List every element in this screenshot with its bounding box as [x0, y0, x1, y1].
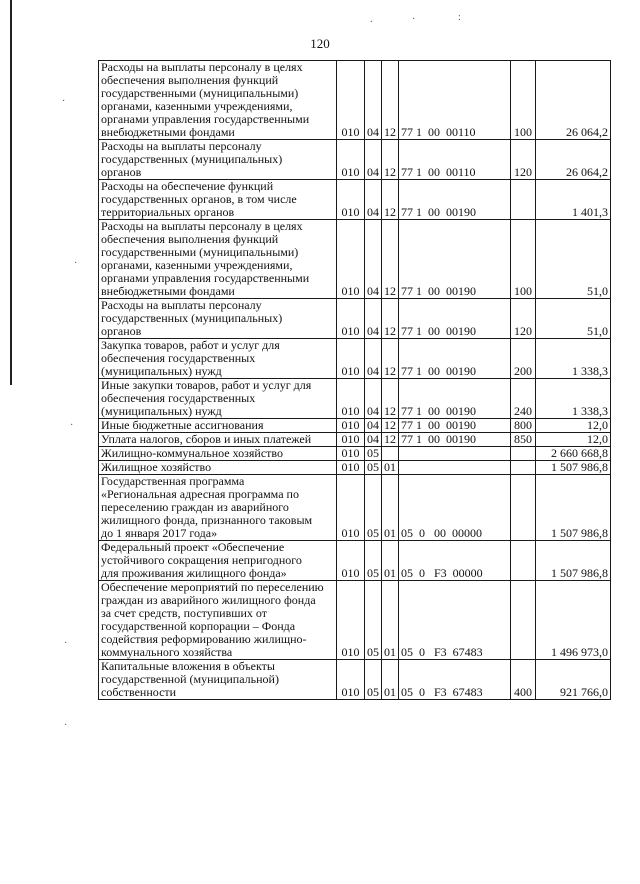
cell-ved-code: 010	[337, 140, 365, 180]
cell-target-article-code: 05 0 F3 67483	[399, 581, 511, 660]
row-name	[99, 475, 337, 541]
cell-target-article-code	[399, 447, 511, 461]
cell-subsection-code: 12	[382, 339, 399, 379]
cell-ved-code: 010	[337, 220, 365, 299]
scan-speck: ·	[64, 638, 68, 649]
cell-section-code: 05	[365, 461, 382, 475]
table-row	[99, 433, 611, 447]
row-name	[99, 419, 337, 433]
row-name	[99, 433, 337, 447]
row-name-text: Государственная программа «Региональная адресная программа по переселению граждан из аварийного жилищного фонда, признанного таковым до 1 января 2017 года»	[101, 474, 313, 540]
cell-ved-code: 010	[337, 61, 365, 140]
cell-ved-code: 010	[337, 299, 365, 339]
cell-expense-type-code: 120	[511, 140, 536, 180]
cell-target-article-code: 77 1 00 00190	[399, 220, 511, 299]
row-name-text: Закупка товаров, работ и услуг для обеспечения государственных (муниципальных) нужд	[101, 338, 280, 378]
cell-section-code: 04	[365, 433, 382, 447]
cell-amount: 1 401,3	[536, 180, 611, 220]
cell-section-code: 04	[365, 140, 382, 180]
scan-speck: ·	[74, 258, 78, 269]
cell-amount: 12,0	[536, 419, 611, 433]
scan-speck: ·	[64, 720, 68, 731]
cell-section-code: 04	[365, 299, 382, 339]
row-name-text: Иные закупки товаров, работ и услуг для обеспечения государственных (муниципальных) нужд	[101, 378, 312, 418]
cell-ved-code: 010	[337, 447, 365, 461]
row-name-text: Уплата налогов, сборов и иных платежей	[101, 432, 312, 446]
cell-expense-type-code	[511, 180, 536, 220]
cell-expense-type-code	[511, 447, 536, 461]
table-row	[99, 419, 611, 433]
cell-amount: 1 507 986,8	[536, 541, 611, 581]
cell-expense-type-code	[511, 461, 536, 475]
cell-target-article-code	[399, 461, 511, 475]
cell-subsection-code: 01	[382, 475, 399, 541]
cell-subsection-code: 12	[382, 299, 399, 339]
cell-ved-code: 010	[337, 433, 365, 447]
row-name	[99, 379, 337, 419]
scan-speck: ·	[412, 14, 416, 25]
cell-expense-type-code: 400	[511, 660, 536, 700]
cell-subsection-code: 01	[382, 541, 399, 581]
table-row	[99, 299, 611, 339]
cell-subsection-code: 12	[382, 419, 399, 433]
cell-subsection-code: 01	[382, 461, 399, 475]
cell-subsection-code: 12	[382, 220, 399, 299]
scan-speck: ·	[70, 420, 74, 431]
table-row	[99, 475, 611, 541]
row-name-text: Расходы на обеспечение функций государственных органов, в том числе территориальных органов	[101, 179, 297, 219]
cell-section-code: 05	[365, 475, 382, 541]
scan-speck: ·	[62, 96, 66, 107]
cell-amount: 1 507 986,8	[536, 475, 611, 541]
cell-ved-code: 010	[337, 461, 365, 475]
binder-margin-line	[10, 0, 12, 385]
table-row	[99, 379, 611, 419]
cell-amount: 2 660 668,8	[536, 447, 611, 461]
cell-target-article-code: 77 1 00 00190	[399, 180, 511, 220]
table-row	[99, 660, 611, 700]
cell-expense-type-code: 120	[511, 299, 536, 339]
table-row	[99, 461, 611, 475]
row-name-text: Расходы на выплаты персоналу в целях обеспечения выполнения функций государственными (муниципальными) органами, казенными учреждениями, органами управления государственными внебюджетными фондами	[101, 60, 310, 139]
cell-subsection-code	[382, 447, 399, 461]
cell-target-article-code: 77 1 00 00110	[399, 61, 511, 140]
row-name	[99, 61, 337, 140]
cell-section-code: 04	[365, 379, 382, 419]
page-number: 120	[310, 36, 330, 51]
cell-subsection-code: 01	[382, 660, 399, 700]
row-name-text: Жилищное хозяйство	[101, 460, 212, 474]
cell-ved-code: 010	[337, 419, 365, 433]
table-row	[99, 447, 611, 461]
cell-amount: 1 338,3	[536, 379, 611, 419]
table-row	[99, 140, 611, 180]
cell-ved-code: 010	[337, 541, 365, 581]
row-name	[99, 447, 337, 461]
row-name	[99, 660, 337, 700]
cell-ved-code: 010	[337, 379, 365, 419]
cell-amount: 1 507 986,8	[536, 461, 611, 475]
cell-subsection-code: 12	[382, 433, 399, 447]
row-name-text: Расходы на выплаты персоналу государственных (муниципальных) органов	[101, 139, 283, 179]
row-name-text: Обеспечение мероприятий по переселению граждан из аварийного жилищного фонда за счет средств, поступивших от государственной корпорации – Фонда содействия реформированию жилищно- коммунального хозяйства	[101, 580, 324, 659]
table-row	[99, 180, 611, 220]
cell-amount: 1 338,3	[536, 339, 611, 379]
row-name-text: Иные бюджетные ассигнования	[101, 418, 264, 432]
table-row	[99, 581, 611, 660]
row-name	[99, 541, 337, 581]
cell-target-article-code: 77 1 00 00190	[399, 299, 511, 339]
row-name	[99, 180, 337, 220]
cell-expense-type-code: 100	[511, 61, 536, 140]
cell-subsection-code: 12	[382, 180, 399, 220]
cell-section-code: 04	[365, 180, 382, 220]
table-row	[99, 220, 611, 299]
table-row	[99, 61, 611, 140]
cell-section-code: 04	[365, 339, 382, 379]
cell-amount: 26 064,2	[536, 140, 611, 180]
cell-target-article-code: 77 1 00 00190	[399, 379, 511, 419]
cell-target-article-code: 05 0 00 00000	[399, 475, 511, 541]
cell-expense-type-code: 850	[511, 433, 536, 447]
cell-subsection-code: 12	[382, 379, 399, 419]
scan-speck: .	[370, 14, 373, 25]
budget-table	[98, 60, 611, 700]
cell-ved-code: 010	[337, 475, 365, 541]
cell-amount: 921 766,0	[536, 660, 611, 700]
row-name-text: Расходы на выплаты персоналу в целях обеспечения выполнения функций государственными (муниципальными) органами, казенными учреждениями, органами управления государственными внебюджетными фондами	[101, 219, 310, 298]
cell-section-code: 04	[365, 419, 382, 433]
table-row	[99, 541, 611, 581]
row-name	[99, 581, 337, 660]
cell-amount: 26 064,2	[536, 61, 611, 140]
cell-amount: 51,0	[536, 299, 611, 339]
cell-subsection-code: 01	[382, 581, 399, 660]
cell-expense-type-code	[511, 475, 536, 541]
cell-ved-code: 010	[337, 180, 365, 220]
row-name	[99, 299, 337, 339]
cell-section-code: 05	[365, 581, 382, 660]
cell-expense-type-code: 800	[511, 419, 536, 433]
cell-amount: 12,0	[536, 433, 611, 447]
cell-expense-type-code: 240	[511, 379, 536, 419]
row-name-text: Жилищно-коммунальное хозяйство	[101, 446, 284, 460]
cell-target-article-code: 05 0 F3 00000	[399, 541, 511, 581]
cell-expense-type-code	[511, 541, 536, 581]
cell-section-code: 05	[365, 447, 382, 461]
cell-expense-type-code: 100	[511, 220, 536, 299]
cell-section-code: 04	[365, 61, 382, 140]
cell-target-article-code: 05 0 F3 67483	[399, 660, 511, 700]
row-name	[99, 140, 337, 180]
cell-ved-code: 010	[337, 339, 365, 379]
cell-amount: 51,0	[536, 220, 611, 299]
cell-section-code: 05	[365, 660, 382, 700]
row-name-text: Федеральный проект «Обеспечение устойчивого сокращения непригодного для проживания жилищного фонда»	[101, 540, 302, 580]
cell-expense-type-code	[511, 581, 536, 660]
row-name-text: Капитальные вложения в объекты государственной (муниципальной) собственности	[101, 659, 279, 699]
row-name-text: Расходы на выплаты персоналу государственных (муниципальных) органов	[101, 298, 283, 338]
scan-speck: :	[458, 12, 461, 23]
cell-section-code: 05	[365, 541, 382, 581]
cell-expense-type-code: 200	[511, 339, 536, 379]
cell-section-code: 04	[365, 220, 382, 299]
cell-target-article-code: 77 1 00 00190	[399, 419, 511, 433]
cell-subsection-code: 12	[382, 140, 399, 180]
cell-target-article-code: 77 1 00 00190	[399, 433, 511, 447]
cell-subsection-code: 12	[382, 61, 399, 140]
cell-target-article-code: 77 1 00 00110	[399, 140, 511, 180]
row-name	[99, 339, 337, 379]
cell-target-article-code: 77 1 00 00190	[399, 339, 511, 379]
table-row	[99, 339, 611, 379]
cell-ved-code: 010	[337, 581, 365, 660]
row-name	[99, 220, 337, 299]
row-name	[99, 461, 337, 475]
cell-ved-code: 010	[337, 660, 365, 700]
cell-amount: 1 496 973,0	[536, 581, 611, 660]
